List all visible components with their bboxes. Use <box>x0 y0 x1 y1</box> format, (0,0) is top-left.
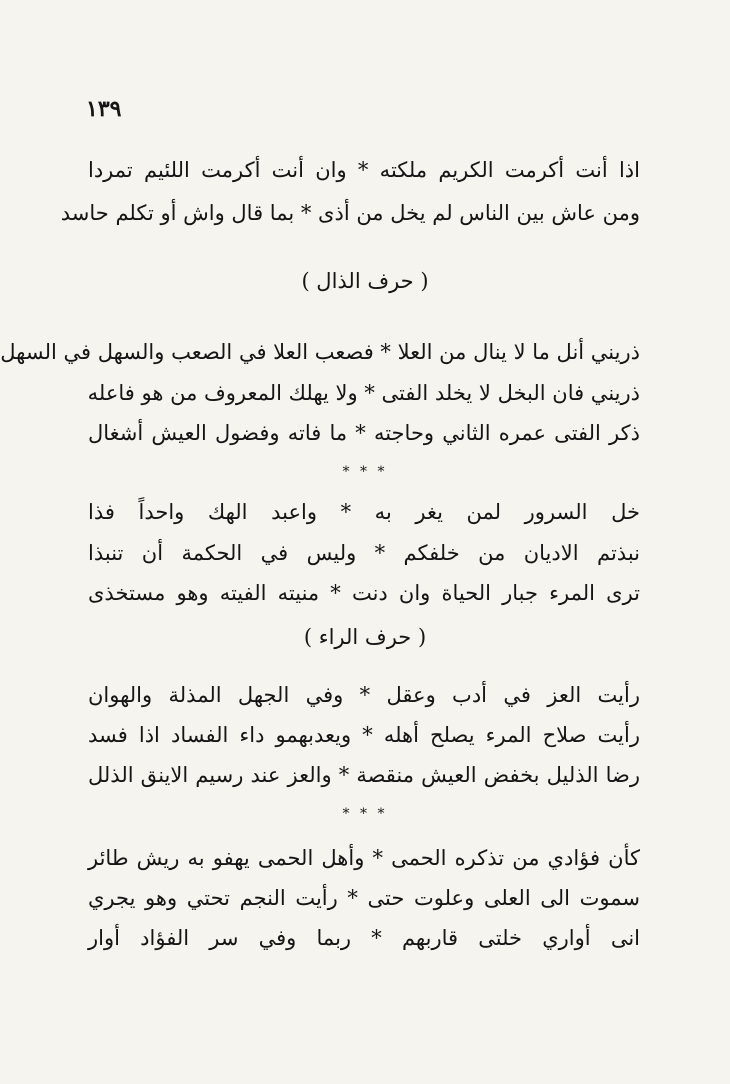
verse-line: ذكر الفتى عمره الثاني وحاجته * ما فاته وفضول العيش أشغال <box>88 421 640 445</box>
verse-line: سموت الى العلى وعلوت حتى * رأيت النجم تحتي وهو يجري <box>88 886 640 910</box>
section-heading-ra: ( حرف الراء ) <box>303 625 427 649</box>
separator: * * * <box>342 806 388 822</box>
verse-line: ترى المرء جبار الحياة وان دنت * منيته الفيته وهو مستخذى <box>88 581 640 605</box>
verse-line: ذريني أنل ما لا ينال من العلا * فصعب العلا في الصعب والسهل في السهل <box>0 340 640 364</box>
verse-line: ذريني فان البخل لا يخلد الفتى * ولا يهلك المعروف من هو فاعله <box>87 381 640 405</box>
verse-line: خل السرور لمن يغر به * واعبد الهك واحداً فذا <box>88 500 640 524</box>
page-number: ١٣٩ <box>86 96 122 122</box>
verse-line: رضا الذليل بخفض العيش منقصة * والعز عند رسيم الاينق الذلل <box>88 763 640 787</box>
verse-line: كأن فؤادي من تذكره الحمى * وأهل الحمى يهفو به ريش طائر <box>88 846 640 870</box>
verse-line: نبذتم الاديان من خلفكم * وليس في الحكمة أن تنبذا <box>88 541 640 565</box>
separator: * * * <box>342 464 388 480</box>
verse-line: رأيت العز في أدب وعقل * وفي الجهل المذلة والهوان <box>88 683 640 707</box>
section-heading-dhal: ( حرف الذال ) <box>301 269 429 293</box>
verse-line: رأيت صلاح المرء يصلح أهله * ويعدبهمو داء الفساد اذا فسد <box>88 723 640 747</box>
verse-line: ومن عاش بين الناس لم يخل من أذى * بما قال واش أو تكلم حاسد <box>60 201 640 225</box>
verse-line: انى أواري خلتى قاربهم * ربما وفي سر الفؤاد أوار <box>88 926 640 950</box>
verse-line: اذا أنت أكرمت الكريم ملكته * وان أنت أكرمت اللئيم تمردا <box>88 158 640 182</box>
